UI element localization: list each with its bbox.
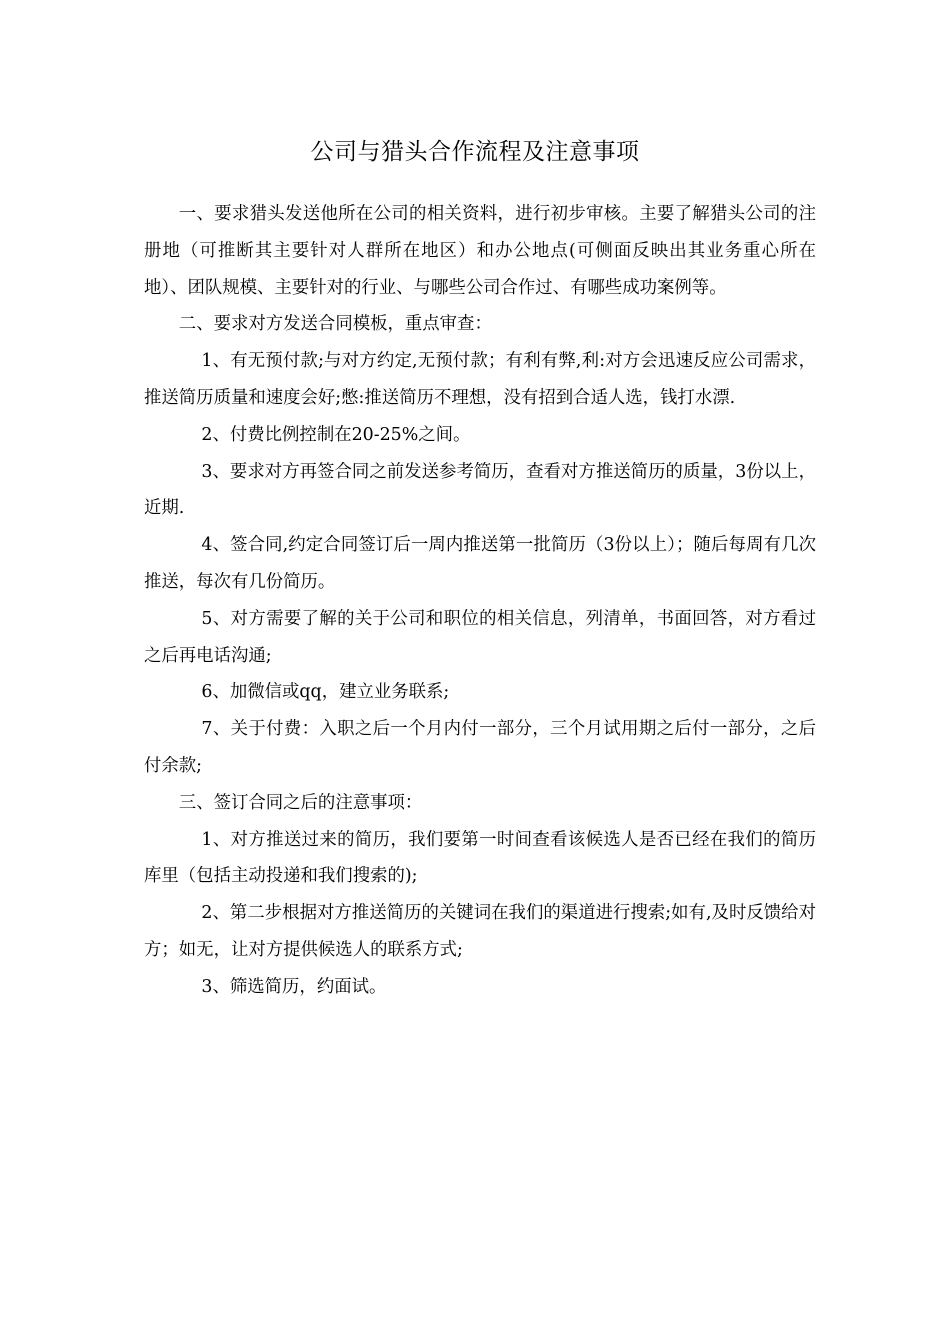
contract-item-2: 2、付费比例控制在20-25%之间。	[201, 424, 471, 445]
section-3-heading: 三、签订合同之后的注意事项：	[178, 792, 423, 813]
contract-item-4: 4、签合同,约定合同签订后一周内推送第一批简历（3份以上）；随后每周有几次推送，每次有几份简历。	[144, 535, 816, 592]
after-contract-item-2: 2、第二步根据对方推送简历的关键词在我们的渠道进行搜索;如有,及时反馈给对方；如无，让对方提供候选人的联系方式;	[144, 903, 816, 960]
after-contract-item-1: 1、对方推送过来的简历，我们要第一时间查看该候选人是否已经在我们的简历库里（包括主动投递和我们搜索的);	[144, 829, 816, 887]
section-1-paragraph: 一、要求猎头发送他所在公司的相关资料，进行初步审核。主要了解猎头公司的注册地（可推断其主要针对人群所在地区）和办公地点(可侧面反映出其业务重心所在地）、团队规模、主要针对的行业、与哪些公司合作过、有哪些成功案例等。	[144, 204, 816, 298]
document-title: 公司与猎头合作流程及注意事项	[310, 139, 640, 165]
contract-item-1: 1、有无预付款;与对方约定,无预付款；有利有弊,利:对方会迅速反应公司需求，推送简历质量和速度会好;憋:推送简历不理想，没有招到合适人选，钱打水漂.	[144, 351, 816, 408]
contract-item-3: 3、要求对方再签合同之前发送参考简历，查看对方推送简历的质量，3份以上，近期.	[144, 461, 816, 519]
after-contract-item-3: 3、筛选简历，约面试。	[201, 976, 387, 997]
contract-item-6: 6、加微信或qq，建立业务联系;	[201, 682, 450, 703]
contract-item-5: 5、对方需要了解的关于公司和职位的相关信息，列清单，书面回答，对方看过之后再电话沟通;	[144, 608, 816, 666]
document-body	[144, 196, 816, 1006]
contract-item-7: 7、关于付费：入职之后一个月内付一部分，三个月试用期之后付一部分，之后付余款;	[144, 719, 816, 776]
section-2-heading: 二、要求对方发送合同模板，重点审查：	[178, 314, 492, 335]
